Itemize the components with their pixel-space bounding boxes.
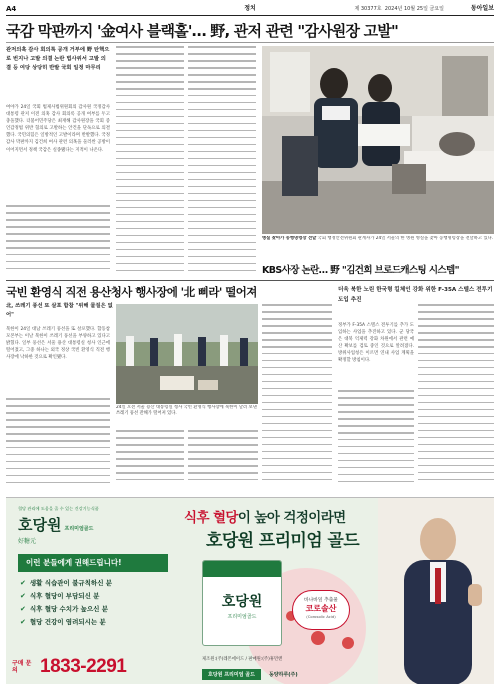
story-left-body-continued <box>6 398 110 490</box>
hospital-photo-caption: 병실 찾아가 동행명령장 전달 국회 행정안전위원회 관계자가 24일 서울의 한 병원 병실을 찾아 동행명령장을 전달하고 있다. <box>262 236 494 241</box>
ad-footer <box>202 669 298 680</box>
ad-headline-red: 식후 혈당 <box>184 510 238 526</box>
ad-product-line: 프리미엄골드 <box>64 526 94 532</box>
hospital-photo <box>262 46 494 234</box>
headline-divider <box>6 42 494 43</box>
advertisement <box>6 497 494 684</box>
ad-brand: 호당원 <box>18 516 62 534</box>
ad-phone-number[interactable]: 1833-2291 <box>40 656 127 677</box>
ad-headline-product: 호당원 프리미엄 골드 <box>206 531 360 551</box>
ad-order-info <box>12 656 126 678</box>
story-left-column-2 <box>116 430 184 490</box>
check-icon: ✔ <box>20 617 26 626</box>
ad-bullet-list <box>20 578 170 630</box>
ad-box-sub: 프리미엄골드 <box>227 614 257 620</box>
top-headline: 국감 막판까지 '金여사 블랙홀'… 野, 관저 관련 "감사원장 고발" <box>6 22 398 40</box>
top-story-body: 여야가 24일 국회 법제사법위원회의 감사원 국정감사 대통령 관저 이전 의혹 감사 회의록 공개 여부를 두고 충돌했다. 더불어민주당은 최재해 감사원장을 국회 증언감정법 위반 혐의로 고발하는 안건을 단독으로 의결했다. 국민의힘은 일방적인 고발이라며 반발했다. 국정감사 막판까지 김건희 여사 관련 의혹을 둘러싼 공방이 이어지면서 정책 국감은 실종됐다는 지적이 나온다. <box>6 105 110 153</box>
ad-order-label: 구매 문의 <box>12 660 32 674</box>
story-left-body: 북한이 24일 대남 쓰레기 풍선을 또 살포했다. 합동참모본부는 이날 북한이 쓰레기 풍선을 부양하고 있다고 밝혔다. 일부 풍선은 서울 용산 대통령실 청사 인근에 떨어졌고, 그중 하나는 외국 정상 국빈 환영식 직전 행사장에 낙하한 것으로 확인됐다. <box>6 327 110 361</box>
top-story-lede: 관저의혹 감사 회의록 공개 거부에 野 탄핵으로 번지나 고발 의결 논란 법사위서 고발 의결 등 여당 상당히 반발 국회 일정 마무리 <box>6 47 110 71</box>
ad-ingredient-badge: 바나바잎 추출물 코로솔산 (Corosolic Acid) <box>292 590 350 630</box>
balloon-photo-caption: 24일 오전 서울 용산 대통령실 청사 국빈 환영식 행사장에 북한이 날려 보낸 쓰레기 풍선 잔해가 떨어져 있다. <box>116 405 257 417</box>
ad-brand-hanja: 好糖元 <box>18 538 37 545</box>
top-story-column-2 <box>116 46 184 276</box>
story-right-headline: 더욱 북한 노린 한국형 킬체인 강화 위한 F-35A 스텔스 전투기 도입 추진 <box>338 287 493 303</box>
photo-caption-title: 병실 찾아가 동행명령장 전달 <box>262 236 317 241</box>
page-number: A4 <box>6 5 17 13</box>
top-story-column-3 <box>188 46 256 276</box>
page-header <box>6 3 494 16</box>
story-right-body-continued <box>338 390 414 490</box>
ad-bullet: ✔ 혈당 건강이 염려되시는 분 <box>20 617 106 626</box>
story-right-body: 정부가 F-35A 스텔스 전투기를 추가 도입하는 사업을 추진하고 있다. 군 당국은 대북 억제력 강화 차원에서 관련 예산 확보를 검토 중인 것으로 알려졌다. 방위사업청은 이르면 연내 사업 계획을 확정할 방침이다. <box>338 323 414 364</box>
ad-box-label: 호당원 <box>221 594 263 610</box>
newspaper-name: 동아일보 <box>470 5 494 12</box>
ad-product-box <box>202 560 282 646</box>
ad-subheading: 이런 분들에게 권해드립니다! <box>18 554 168 572</box>
ad-headline <box>184 506 346 526</box>
top-story-body-continued <box>6 205 110 275</box>
ad-bullet: ✔ 생활 식습관이 불규칙하신 분 <box>20 578 113 587</box>
section-name: 정치 <box>244 5 256 12</box>
check-icon: ✔ <box>20 604 26 613</box>
check-icon: ✔ <box>20 591 26 600</box>
story-left-headline: 국빈 환영식 직전 용산청사 행사장에 '北 삐라' 떨어져 <box>6 285 257 299</box>
ad-company: 제조원:(주)레몬에이드 / 판매원:(주)휴먼앤 <box>202 657 283 662</box>
issue-date: 제 30377호 2024년 10월 25일 금요일 <box>354 6 444 12</box>
kbs-headline: KBS사장 논란… 野 "김건희 브로드캐스팅 시스템" <box>262 265 459 276</box>
check-icon: ✔ <box>20 578 26 587</box>
ad-small-note: 혈당 관리에 도움을 줄 수 있는 건강기능식품 <box>18 506 99 511</box>
ad-footer-badge: 호당원 프리미엄 골드 <box>202 669 261 680</box>
ad-bullet: ✔ 식후 혈당이 부담되신 분 <box>20 591 100 600</box>
story-left-column-4 <box>262 304 332 490</box>
ad-footer-label: 동양하루(주) <box>268 672 298 678</box>
ad-headline-rest: 이 높아 걱정이라면 <box>237 510 346 526</box>
story-right-column-2 <box>418 304 494 490</box>
story-left-column-3 <box>188 430 258 490</box>
section-divider <box>6 280 494 281</box>
story-left-lede: 北, 쓰레기 풍선 또 살포 합참 "위해 물질은 없어" <box>6 303 113 318</box>
ad-logo <box>18 506 138 545</box>
ad-bullet: ✔ 식후 혈당 수치가 높으신 분 <box>20 604 108 613</box>
balloon-debris-photo <box>116 304 258 404</box>
